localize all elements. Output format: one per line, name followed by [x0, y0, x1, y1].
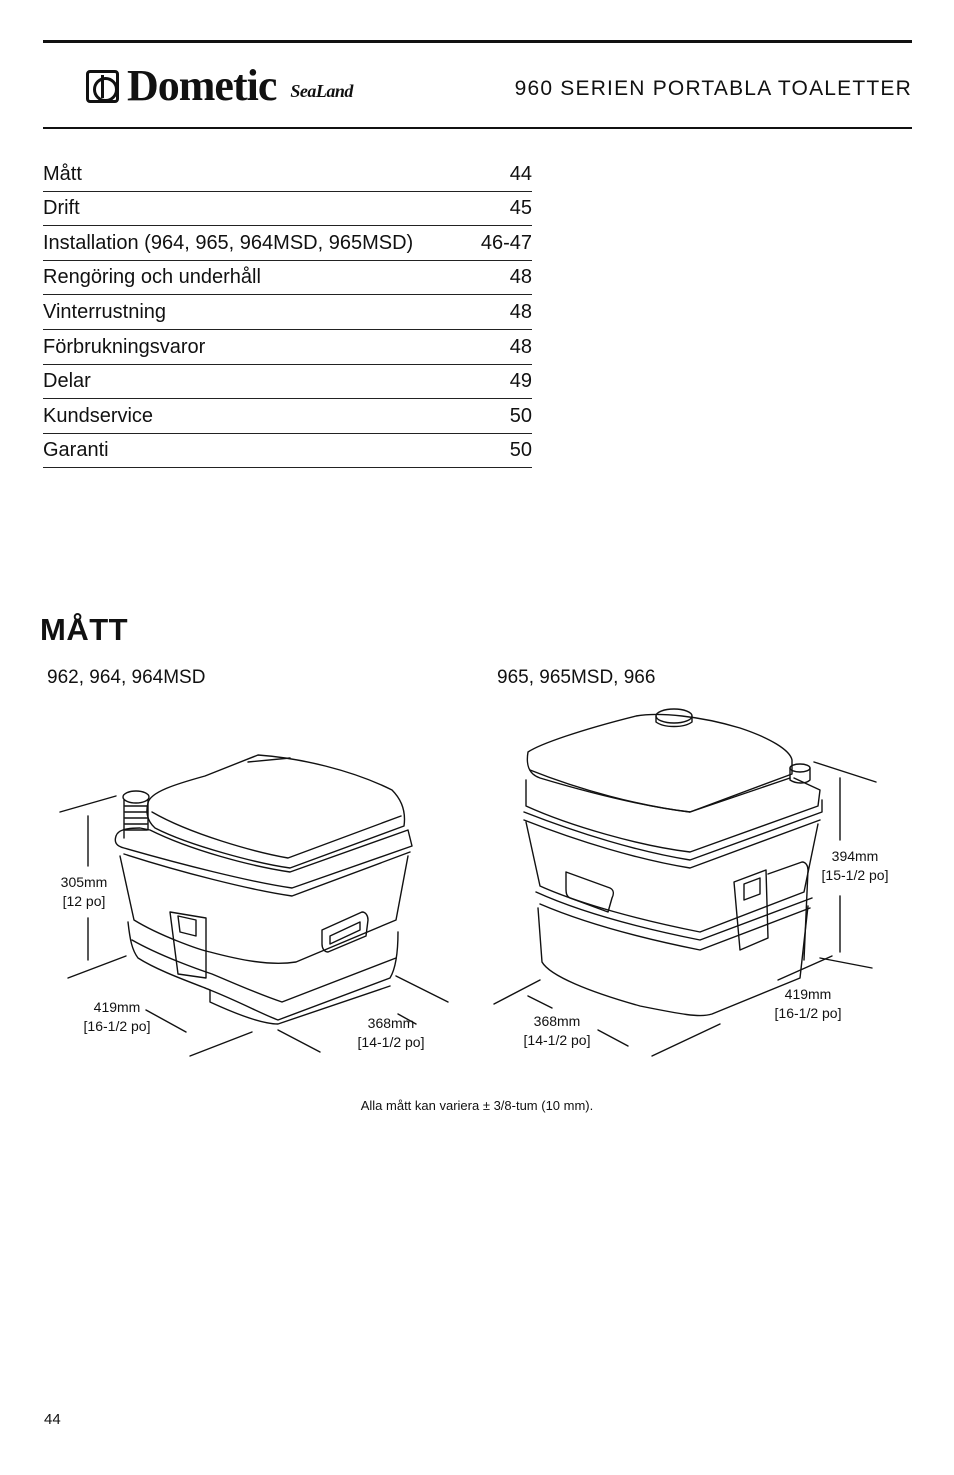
left-width-mm: 368mm — [367, 1015, 415, 1031]
toc-label: Mått — [43, 162, 82, 185]
toc-page: 48 — [509, 266, 532, 289]
left-height-in: [12 po] — [62, 893, 106, 909]
toc-label: Vinterrustning — [43, 300, 167, 323]
toc-row[interactable] — [43, 157, 532, 192]
models-left-label: 962, 964, 964MSD — [47, 667, 206, 688]
toc-page: 45 — [509, 197, 532, 220]
toc-label: Förbrukningsvaror — [43, 335, 206, 358]
dometic-logo-icon — [86, 70, 119, 103]
dometic-logo — [86, 61, 353, 110]
left-width-in: [14-1/2 po] — [357, 1034, 425, 1050]
toc-row[interactable] — [43, 192, 532, 227]
page-number: 44 — [44, 1411, 61, 1428]
toc-page: 50 — [509, 439, 532, 462]
header-top-rule — [43, 40, 912, 43]
header-bottom-rule — [43, 127, 912, 129]
right-width-dimension — [512, 1012, 602, 1050]
table-of-contents — [43, 157, 532, 468]
right-width-in: [14-1/2 po] — [523, 1032, 591, 1048]
toc-page: 44 — [509, 162, 532, 185]
right-height-in: [15-1/2 po] — [821, 867, 889, 883]
toc-label: Garanti — [43, 439, 109, 462]
sub-brand-name: SeaLand — [290, 80, 353, 101]
toc-label: Rengöring och underhåll — [43, 266, 261, 289]
toc-page: 48 — [509, 300, 532, 323]
toc-page: 49 — [509, 370, 532, 393]
left-depth-mm: 419mm — [93, 999, 141, 1015]
toc-row[interactable] — [43, 295, 532, 330]
right-width-mm: 368mm — [533, 1013, 581, 1029]
left-width-dimension — [346, 1014, 436, 1052]
toc-row[interactable] — [43, 365, 532, 400]
toc-label: Drift — [43, 197, 80, 220]
tolerance-footnote: Alla mått kan variera ± 3/8-tum (10 mm). — [360, 1098, 594, 1113]
brand-name: Dometic — [127, 61, 277, 110]
toc-row[interactable] — [43, 261, 532, 296]
toc-row[interactable] — [43, 226, 532, 261]
right-depth-mm: 419mm — [784, 986, 832, 1002]
left-height-mm: 305mm — [60, 874, 108, 890]
toc-page: 50 — [509, 404, 532, 427]
toc-label: Installation (964, 965, 964MSD, 965MSD) — [43, 231, 414, 254]
toc-row[interactable] — [43, 399, 532, 434]
right-height-mm: 394mm — [831, 848, 879, 864]
toc-label: Kundservice — [43, 404, 154, 427]
toc-row[interactable] — [43, 330, 532, 365]
toc-row[interactable] — [43, 434, 532, 469]
toc-page: 48 — [509, 335, 532, 358]
series-title: 960 SERIEN PORTABLA TOALETTER — [514, 77, 912, 100]
left-depth-in: [16-1/2 po] — [83, 1018, 151, 1034]
models-right-label: 965, 965MSD, 966 — [497, 667, 656, 688]
left-height-dimension — [48, 873, 120, 911]
section-heading: MÅTT — [40, 612, 129, 647]
right-height-dimension — [810, 847, 900, 885]
right-depth-dimension — [763, 985, 853, 1023]
toc-page: 46-47 — [480, 231, 532, 254]
left-depth-dimension — [72, 998, 162, 1036]
right-depth-in: [16-1/2 po] — [774, 1005, 842, 1021]
toc-label: Delar — [43, 370, 91, 393]
